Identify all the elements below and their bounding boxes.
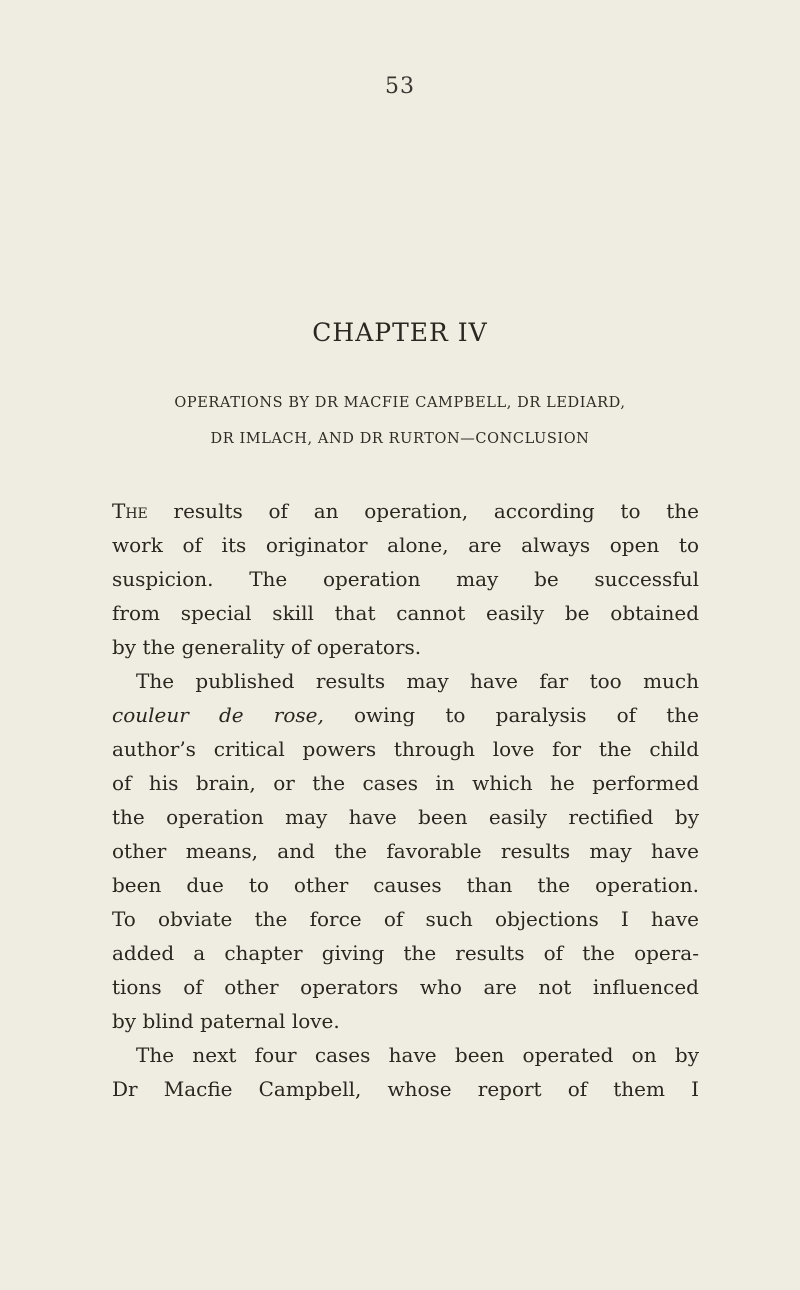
- italic-phrase: couleur de rose,: [112, 703, 324, 727]
- text-line: of his brain, or the cases in which he performed: [112, 771, 699, 795]
- text-line: suspicion. The operation may be successful: [112, 567, 699, 591]
- text-line: by blind paternal love.: [112, 1009, 340, 1033]
- text-fragment: owing to paralysis of the: [323, 703, 699, 727]
- chapter-subtitle-line-1: OPERATIONS BY DR MACFIE CAMPBELL, DR LEDIARD,: [174, 395, 626, 411]
- chapter-heading: CHAPTER IV: [312, 318, 488, 347]
- text-line: by the generality of operators.: [112, 635, 422, 659]
- text-line: The next four cases have been operated on by: [136, 1043, 699, 1067]
- text-line: other means, and the favorable results may have: [112, 839, 699, 863]
- text-fragment: results of an operation, according to the: [147, 499, 699, 523]
- text-line: To obviate the force of such objections I have: [112, 907, 699, 931]
- chapter-subtitle-line-2: DR IMLACH, AND DR RURTON—CONCLUSION: [210, 431, 590, 447]
- text-line: added a chapter giving the results of the opera-: [112, 941, 699, 965]
- text-line: [112, 498, 699, 524]
- text-line: author’s critical powers through love for the child: [112, 737, 699, 761]
- text-line: been due to other causes than the operation.: [112, 873, 699, 897]
- text-line: The published results may have far too much: [136, 669, 699, 693]
- text-line: tions of other operators who are not influenced: [112, 975, 699, 999]
- text-line: the operation may have been easily rectified by: [112, 805, 699, 829]
- text-line: work of its originator alone, are always open to: [112, 533, 699, 557]
- text-line: Dr Macfie Campbell, whose report of them I: [112, 1077, 699, 1101]
- drop-word: The: [112, 499, 148, 523]
- page-number: 53: [385, 74, 415, 99]
- text-line: from special skill that cannot easily be obtained: [112, 601, 699, 625]
- text-line: [112, 702, 699, 728]
